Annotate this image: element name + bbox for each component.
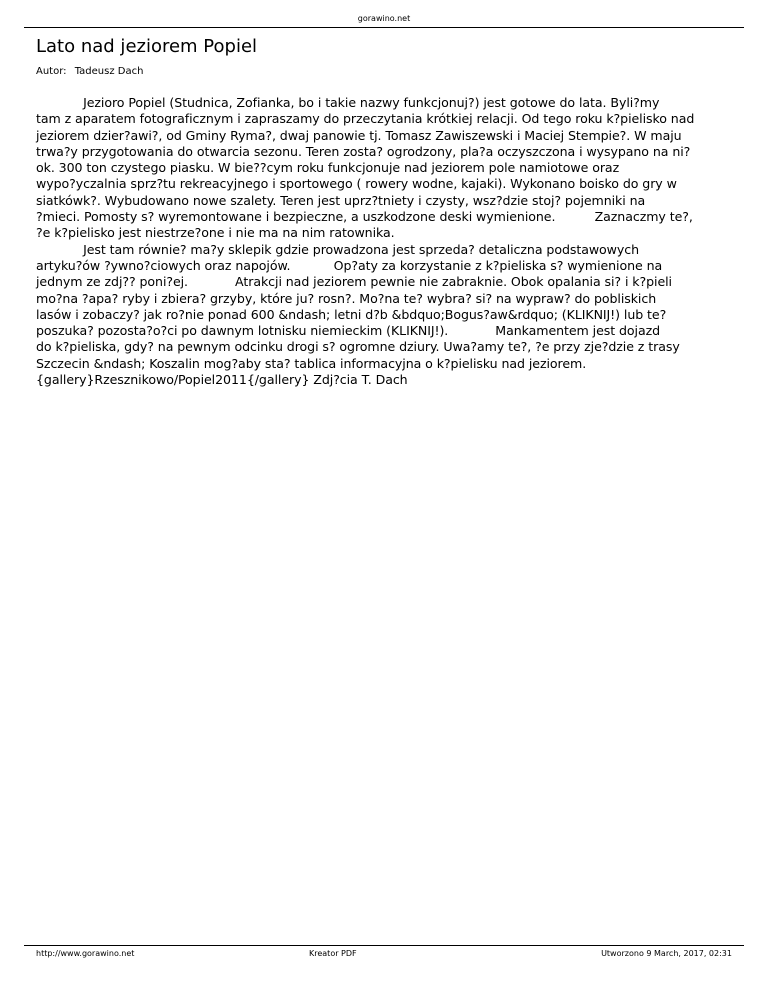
body-line: jednym ze zdj?? poni?ej. Atrakcji nad jeziorem pewnie nie zabraknie. Obok opalania si? i k?pieli [36, 274, 672, 290]
body-line: wypo?yczalnia sprz?tu rekreacyjnego i sportowego ( rowery wodne, kajaki). Wykonano boisko do gry w [36, 176, 677, 192]
footer-url: http://www.gorawino.net [36, 949, 135, 958]
header-divider [24, 27, 744, 28]
body-line: mo?na ?apa? ryby i zbiera? grzyby, które ju? rosn?. Mo?na te? wybra? si? na wypraw? do pobliskich [36, 290, 657, 306]
article-title: Lato nad jeziorem Popiel [36, 36, 258, 57]
body-line: ?mieci. Pomosty s? wyremontowane i bezpieczne, a uszkodzone deski wymienione. Zaznaczmy te?, [36, 209, 693, 225]
body-line: ok. 300 ton czystego piasku. W bie??cym roku funkcjonuje nad jeziorem pole namiotowe oraz [36, 160, 620, 176]
body-line: ?e k?pielisko jest niestrze?one i nie ma na nim ratownika. [36, 225, 395, 241]
body-line: tam z aparatem fotograficznym i zapraszamy do przeczytania krótkiej relacji. Od tego roku k?pielisko nad [36, 111, 695, 127]
body-line: Jest tam równie? ma?y sklepik gdzie prowadzona jest sprzeda? detaliczna podstawowych [36, 241, 640, 257]
site-header: gorawino.net [357, 14, 411, 23]
body-line: siatkówk?. Wybudowano nowe szalety. Teren jest uprz?tniety i czysty, wsz?dzie stoj? pojemniki na [36, 192, 646, 208]
body-line: do k?pieliska, gdy? na pewnym odcinku drogi s? ogromne dziury. Uwa?amy te?, ?e przy zje?dzie z trasy [36, 339, 680, 355]
body-line: lasów i zobaczy? jak ro?nie ponad 600 &ndash; letni d?b &bdquo;Bogus?aw&rdquo; (KLIKNIJ!) lub te? [36, 306, 667, 322]
body-line: jeziorem dzier?awi?, od Gminy Ryma?, dwaj panowie tj. Tomasz Zawiszewski i Maciej Stempie?. W maju [36, 127, 682, 143]
author-label: Autor: [36, 66, 67, 77]
body-line: poszuka? pozosta?o?ci po dawnym lotnisku niemieckim (KLIKNIJ!). Mankamentem jest dojazd [36, 323, 661, 339]
body-line: Jezioro Popiel (Studnica, Zofianka, bo i takie nazwy funkcjonuj?) jest gotowe do lata. Byli?my [36, 95, 660, 110]
article-body [36, 95, 736, 388]
body-line: {gallery}Rzesznikowo/Popiel2011{/gallery} Zdj?cia T. Dach [36, 372, 408, 388]
footer-divider [24, 945, 744, 946]
author-line [36, 66, 143, 78]
body-line: artyku?ów ?ywno?ciowych oraz napojów. Op?aty za korzystanie z k?pieliska s? wymienione na [36, 257, 663, 273]
footer-created-date: Utworzono 9 March, 2017, 02:31 [601, 949, 732, 958]
body-line: trwa?y przygotowania do otwarcia sezonu. Teren zosta? ogrodzony, pla?a oczyszczona i wysypano na ni? [36, 143, 691, 159]
author-name: Tadeusz Dach [74, 66, 144, 77]
footer-generator: Kreator PDF [309, 949, 357, 958]
body-line: Szczecin &ndash; Koszalin mog?aby sta? tablica informacyjna o k?pielisku nad jeziorem. [36, 355, 587, 371]
